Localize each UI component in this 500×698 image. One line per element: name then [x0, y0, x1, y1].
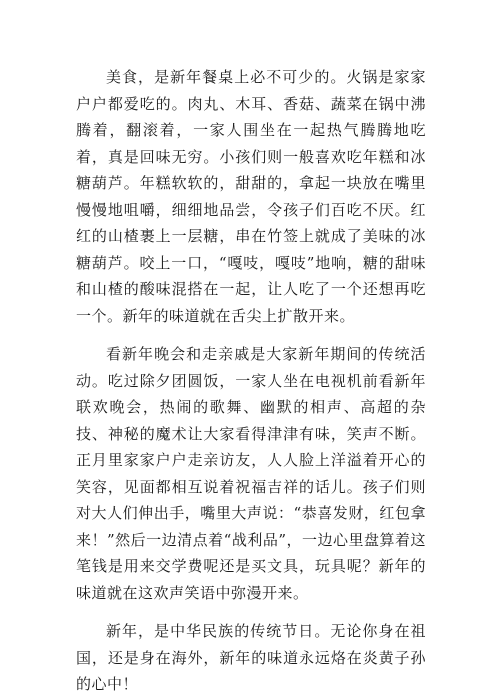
- paragraph-activities: 看新年晚会和走亲戚是大家新年期间的传统活动。吃过除夕团圆饭，一家人坐在电视机前看新年联欢晚会，热闹的歌舞、幽默的相声、高超的杂技、神秘的魔术让大家看得津津有味，笑声不断。正月里家家户户走亲访友，人人脸上洋溢着开心的笑容，见面都相互说着祝福吉祥的话儿。孩子们则对大人们伸出手，嘴里大声说：“恭喜发财，红包拿来！”然后一边清点着“战利品”，一边心里盘算着这笔钱是用来交学费呢还是买文具，玩具呢？新年的味道就在这欢声笑语中弥漫开来。: [76, 345, 427, 602]
- document-page: [76, 64, 426, 698]
- paragraph-conclusion: 新年，是中华民族的传统节日。无论你身在祖国，还是身在海外，新年的味道永远烙在炎黄子孙的心中！: [76, 622, 426, 693]
- paragraph-food: 美食，是新年餐桌上必不可少的。火锅是家家户户都爱吃的。肉丸、木耳、香菇、蔬菜在锅中沸腾着，翻滚着，一家人围坐在一起热气腾腾地吃着，真是回味无穷。小孩们则一般喜欢吃年糕和冰糖葫芦。年糕软软的，甜甜的，拿起一块放在嘴里慢慢地咀嚼，细细地品尝，令孩子们百吃不厌。红红的山楂裹上一层糖，串在竹签上就成了美味的冰糖葫芦。咬上一口，“嘎吱，嘎吱”地响，糖的甜味和山楂的酸味混搭在一起，让人吃了一个还想再吃一个。新年的味道就在舌尖上扩散开来。: [76, 68, 426, 325]
